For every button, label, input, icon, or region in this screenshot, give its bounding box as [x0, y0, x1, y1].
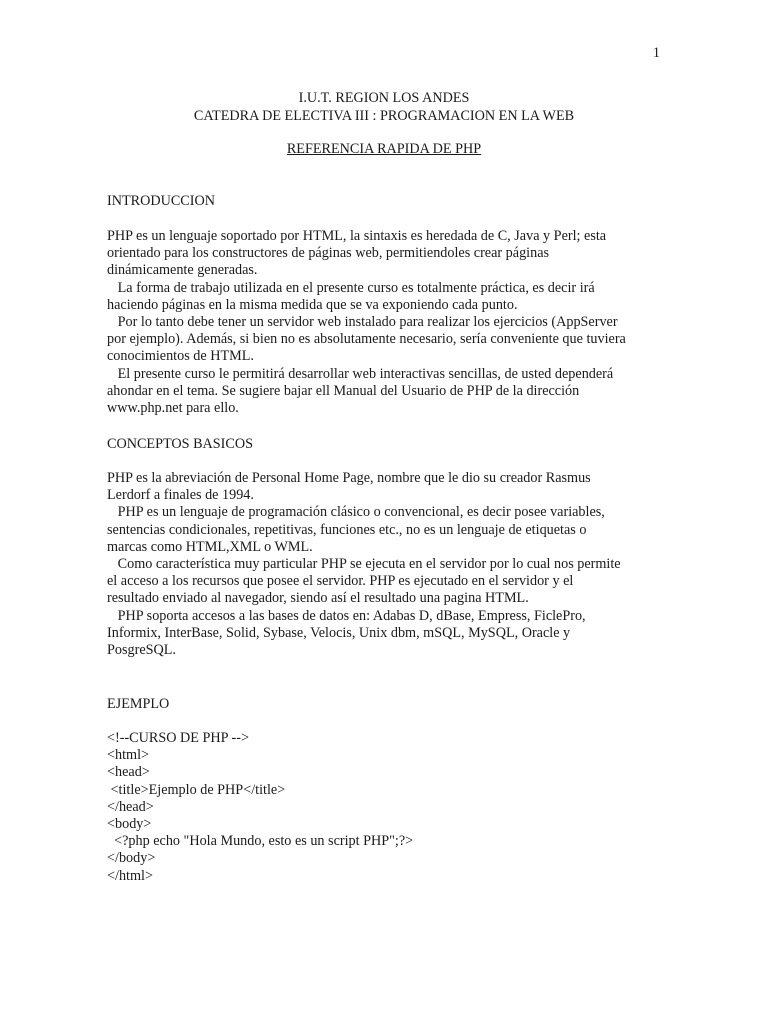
page-number: 1: [652, 45, 660, 61]
paragraph-line: PHP es un lenguaje de programación clásico o convencional, es decir posee variables,: [107, 504, 605, 521]
section-body-intro: [107, 228, 667, 417]
paragraph-line: conocimientos de HTML.: [107, 348, 254, 365]
code-example: [107, 730, 667, 885]
code-line: <!--CURSO DE PHP -->: [107, 730, 249, 746]
section-heading-intro: INTRODUCCION: [107, 193, 215, 209]
document-title: REFERENCIA RAPIDA DE PHP: [286, 141, 482, 157]
paragraph-line: ahondar en el tema. Se sugiere bajar ell Manual del Usuario de PHP de la dirección: [107, 382, 580, 399]
code-line: <body>: [107, 816, 152, 833]
paragraph-line: haciendo páginas en la misma medida que se va exponiendo cada punto.: [107, 296, 518, 313]
paragraph-line: PHP soporta accesos a las bases de datos en: Adabas D, dBase, Empress, FiclePro,: [107, 607, 586, 624]
institution-name: I.U.T. REGION LOS ANDES: [298, 90, 470, 106]
document-title-block: [0, 141, 768, 159]
paragraph-line: www.php.net para ello.: [107, 400, 239, 417]
paragraph-line: resultado enviado al navegador, siendo así el resultado una pagina HTML.: [107, 590, 529, 607]
paragraph-line: el acceso a los recursos que posee el servidor. PHP es ejecutado en el servidor y el: [107, 573, 574, 590]
code-line: </html>: [107, 867, 153, 884]
section-body-basics: [107, 470, 667, 659]
code-line: <?php echo "Hola Mundo, esto es un script PHP";?>: [107, 833, 414, 850]
paragraph-line: Informix, InterBase, Solid, Sybase, Velocis, Unix dbm, mSQL, MySQL, Oracle y: [107, 624, 571, 641]
code-line: </head>: [107, 798, 154, 815]
paragraph-line: Por lo tanto debe tener un servidor web instalado para realizar los ejercicios (AppServer: [107, 314, 618, 331]
paragraph-line: El presente curso le permitirá desarrollar web interactivas sencillas, de usted dependerá: [107, 365, 614, 382]
course-name: CATEDRA DE ELECTIVA III : PROGRAMACION EN LA WEB: [193, 107, 575, 124]
paragraph-line: La forma de trabajo utilizada en el presente curso es totalmente práctica, es decir irá: [107, 279, 595, 296]
document-header: [0, 90, 768, 125]
paragraph-line: PHP es un lenguaje soportado por HTML, la sintaxis es heredada de C, Java y Perl; esta: [107, 228, 607, 244]
paragraph-line: Como característica muy particular PHP se ejecuta en el servidor por lo cual nos permite: [107, 556, 621, 573]
code-line: <head>: [107, 764, 150, 781]
code-line: </body>: [107, 850, 156, 867]
code-line: <title>Ejemplo de PHP</title>: [107, 781, 286, 798]
paragraph-line: por ejemplo). Además, si bien no es absolutamente necesario, sería conveniente que tuviera: [107, 331, 626, 348]
paragraph-line: marcas como HTML,XML o WML.: [107, 538, 313, 555]
paragraph-line: dinámicamente generadas.: [107, 262, 258, 279]
section-heading-example: EJEMPLO: [107, 696, 170, 712]
paragraph-line: orientado para los constructores de páginas web, permitiendoles crear páginas: [107, 245, 550, 262]
paragraph-line: PosgreSQL.: [107, 642, 176, 659]
code-line: <html>: [107, 747, 150, 764]
paragraph-line: Lerdorf a finales de 1994.: [107, 487, 254, 504]
paragraph-line: PHP es la abreviación de Personal Home Page, nombre que le dio su creador Rasmus: [107, 470, 591, 486]
section-heading-basics: CONCEPTOS BASICOS: [107, 436, 253, 452]
paragraph-line: sentencias condicionales, repetitivas, funciones etc., no es un lenguaje de etiquetas o: [107, 521, 587, 538]
